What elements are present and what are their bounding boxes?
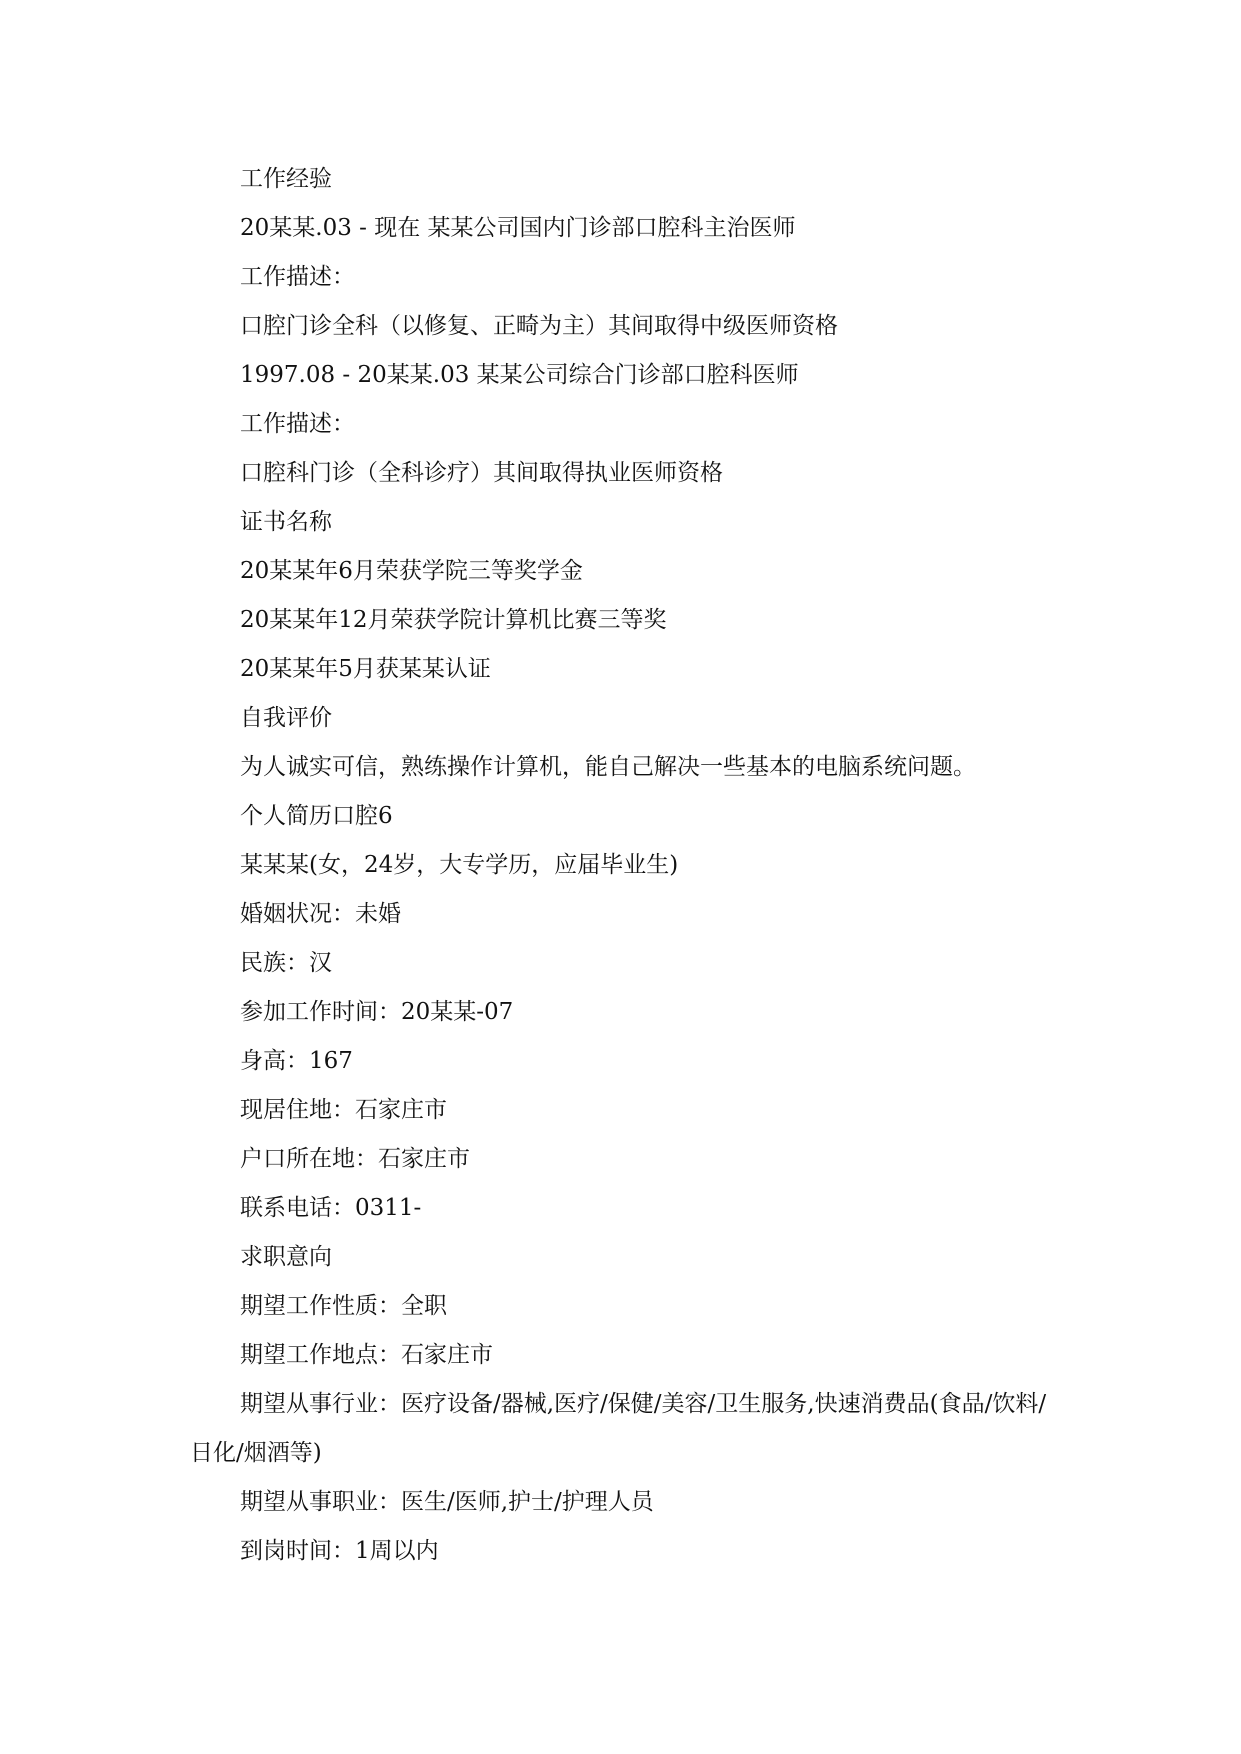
job-entry-2: 1997.08 - 20某某.03 某某公司综合门诊部口腔科医师: [240, 362, 799, 388]
heading-certificates: 证书名称: [240, 509, 332, 535]
ethnicity: 民族：汉: [240, 950, 332, 976]
household-registration: 户口所在地：石家庄市: [240, 1146, 470, 1172]
contact-phone: 联系电话：0311-: [240, 1195, 422, 1221]
heading-self-evaluation: 自我评价: [240, 705, 332, 731]
work-start-date: 参加工作时间：20某某-07: [240, 999, 514, 1025]
document-body: [190, 155, 1050, 1576]
expected-location: 期望工作地点：石家庄市: [240, 1342, 493, 1368]
heading-work-experience: 工作经验: [240, 166, 332, 192]
expected-industry: 期望从事行业：医疗设备/器械,医疗/保健/美容/卫生服务,快速消费品(食品/饮料/日化/烟酒等): [190, 1391, 1047, 1466]
expected-job-type: 期望工作性质：全职: [240, 1293, 447, 1319]
job-entry-1: 20某某.03 - 现在 某某公司国内门诊部口腔科主治医师: [240, 215, 796, 241]
candidate-summary: 某某某(女，24岁，大专学历，应届毕业生): [240, 852, 679, 878]
job-description-label-1: 工作描述：: [240, 264, 355, 290]
heading-job-intention: 求职意向: [240, 1244, 332, 1270]
current-residence: 现居住地：石家庄市: [240, 1097, 447, 1123]
availability: 到岗时间：1周以内: [240, 1538, 439, 1564]
certificate-item-3: 20某某年5月获某某认证: [240, 656, 491, 682]
job-description-2: 口腔科门诊（全科诊疗）其间取得执业医师资格: [240, 460, 723, 486]
certificate-item-2: 20某某年12月荣获学院计算机比赛三等奖: [240, 607, 667, 633]
job-description-label-2: 工作描述：: [240, 411, 355, 437]
certificate-item-1: 20某某年6月荣获学院三等奖学金: [240, 558, 583, 584]
height: 身高：167: [240, 1048, 353, 1074]
self-evaluation-text: 为人诚实可信，熟练操作计算机，能自己解决一些基本的电脑系统问题。: [240, 754, 976, 780]
resume-title: 个人简历口腔6: [240, 803, 393, 829]
expected-occupation: 期望从事职业：医生/医师,护士/护理人员: [240, 1489, 654, 1515]
job-description-1: 口腔门诊全科（以修复、正畸为主）其间取得中级医师资格: [240, 313, 838, 339]
marital-status: 婚姻状况：未婚: [240, 901, 401, 927]
